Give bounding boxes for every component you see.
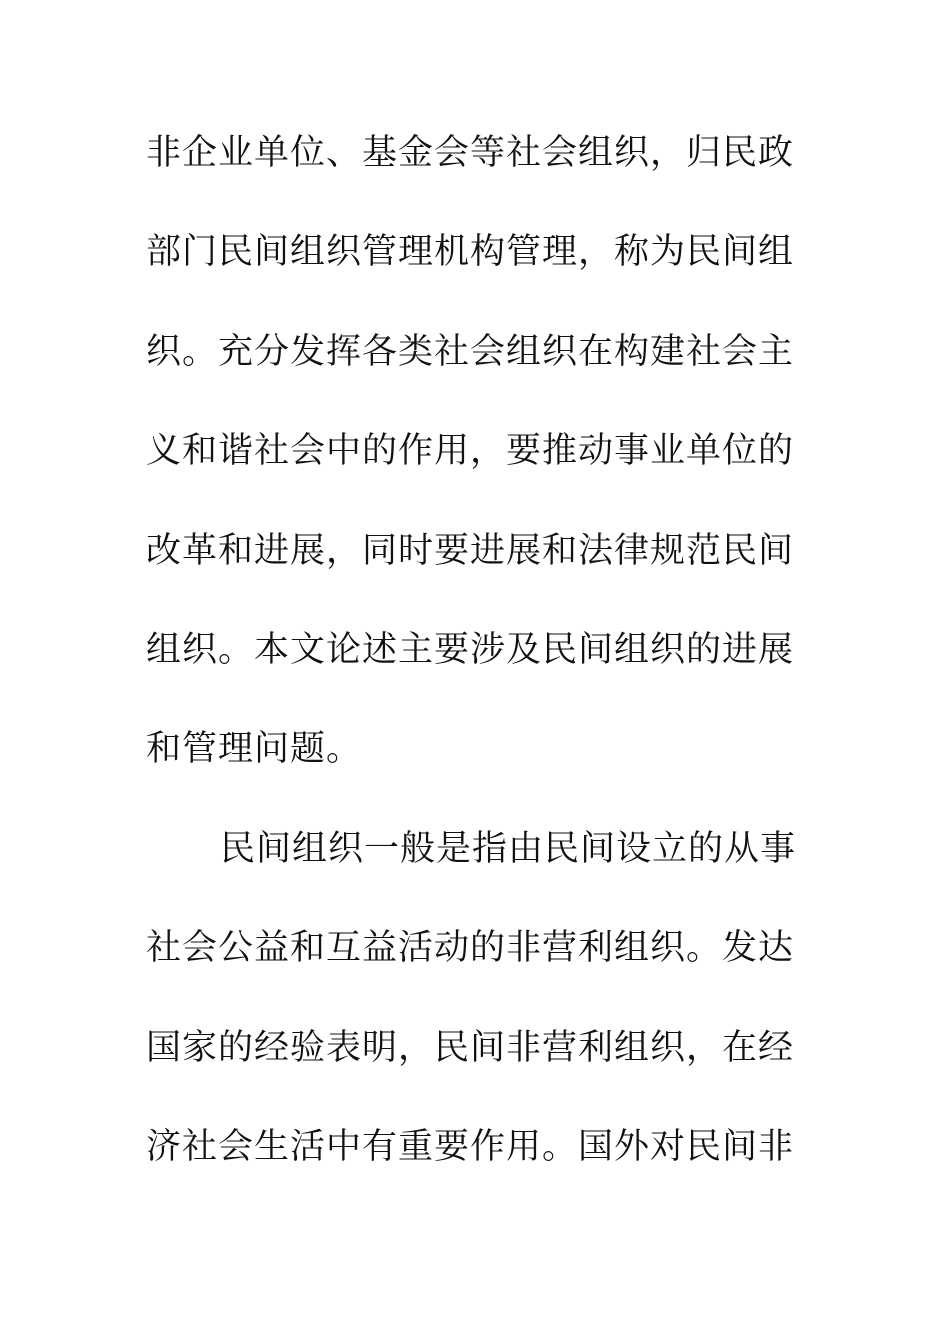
text-line: 组织。本文论述主要涉及民间组织的进展: [146, 629, 795, 670]
text-line: 部门民间组织管理机构管理，称为民间组: [146, 232, 795, 273]
text-line: 义和谐社会中的作用，要推动事业单位的: [146, 431, 795, 472]
text-line: 改革和进展，同时要进展和法律规范民间: [146, 530, 795, 571]
text-line: 国家的经验表明，民间非营利组织，在经: [146, 1027, 795, 1068]
text-line: 社会公益和互益活动的非营利组织。发达: [146, 928, 795, 969]
text-line: 织。充分发挥各类社会组织在构建社会主: [146, 331, 795, 372]
text-line: 济社会生活中有重要作用。国外对民间非: [146, 1126, 795, 1167]
text-line: 和管理问题。: [146, 729, 363, 770]
body-text: [146, 122, 826, 1215]
text-line: 非企业单位、基金会等社会组织，归民政: [146, 133, 795, 173]
paragraph-start-line: 民间组织一般是指由民间设立的从事: [220, 828, 797, 869]
